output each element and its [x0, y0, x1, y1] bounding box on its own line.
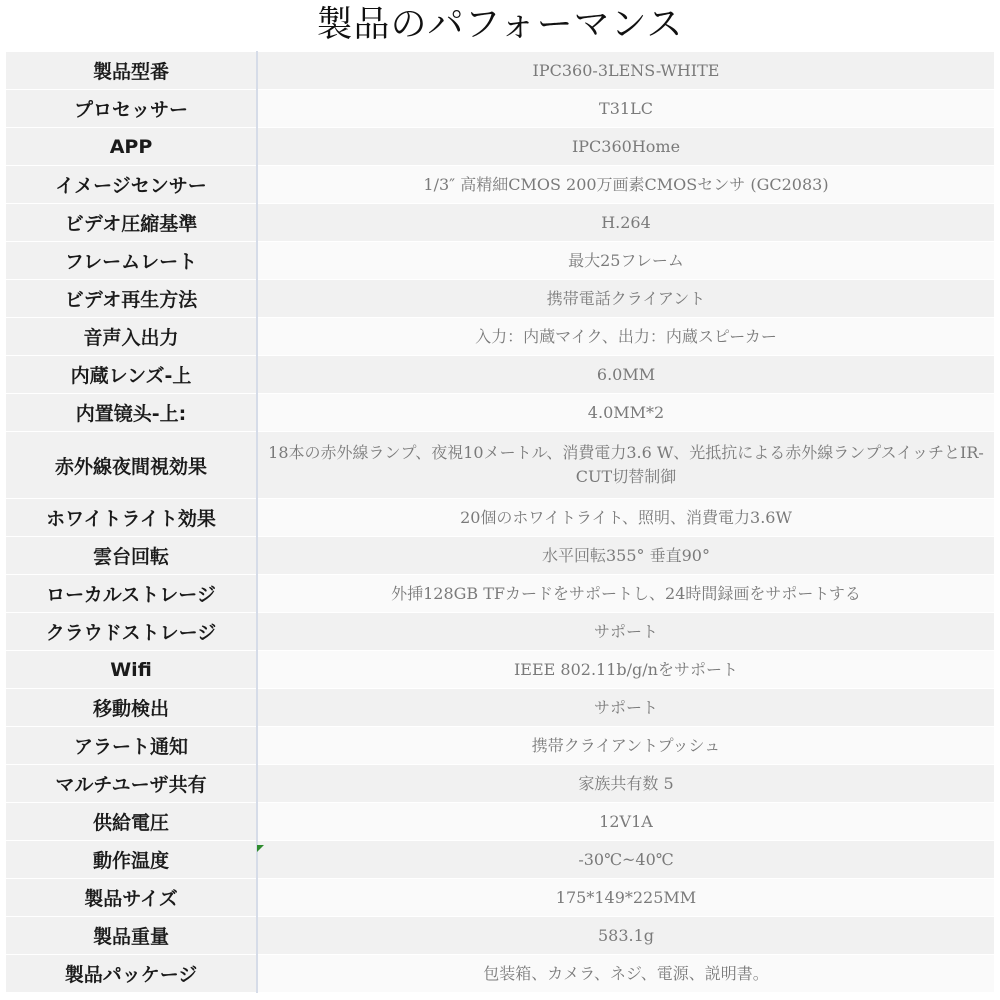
row-label: ローカルストレージ: [6, 575, 257, 613]
row-value: サポート: [257, 613, 994, 651]
row-label: 雲台回転: [6, 537, 257, 575]
table-row: [6, 90, 994, 128]
row-value: 家族共有数 5: [257, 765, 994, 803]
row-value: 175*149*225MM: [257, 879, 994, 917]
row-value: サポート: [257, 689, 994, 727]
row-value: -30℃~40℃: [257, 841, 994, 879]
table-row: [6, 765, 994, 803]
row-label: 音声入出力: [6, 318, 257, 356]
row-value: 20個のホワイトライト、照明、消費電力3.6W: [257, 499, 994, 537]
table-row: [6, 356, 994, 394]
row-value: 水平回転355° 垂直90°: [257, 537, 994, 575]
table-row: [6, 955, 994, 993]
row-value: H.264: [257, 204, 994, 242]
row-label: アラート通知: [6, 727, 257, 765]
row-label: 内置镜头-上:: [6, 394, 257, 432]
table-row: [6, 242, 994, 280]
row-label: 供給電圧: [6, 803, 257, 841]
row-value: 包装箱、カメラ、ネジ、電源、説明書。: [257, 955, 994, 993]
table-row: [6, 280, 994, 318]
row-value: 6.0MM: [257, 356, 994, 394]
row-label: ビデオ圧縮基準: [6, 204, 257, 242]
table-row: [6, 727, 994, 765]
row-value: 携帯電話クライアント: [257, 280, 994, 318]
row-label: 製品パッケージ: [6, 955, 257, 993]
page-title: 製品のパフォーマンス: [316, 4, 684, 45]
row-value: 18本の赤外線ランプ、夜視10メートル、消費電力3.6 W、光抵抗による赤外線ランプスイッチとIR-CUT切替制御: [257, 432, 994, 499]
row-value: IEEE 802.11b/g/nをサポート: [257, 651, 994, 689]
spec-table: [6, 51, 994, 993]
table-row: [6, 52, 994, 90]
row-value: 外挿128GB TFカードをサポートし、24時間録画をサポートする: [257, 575, 994, 613]
row-label: クラウドストレージ: [6, 613, 257, 651]
row-value: 583.1g: [257, 917, 994, 955]
row-label: フレームレート: [6, 242, 257, 280]
table-row: [6, 689, 994, 727]
row-label: ビデオ再生方法: [6, 280, 257, 318]
table-row: [6, 879, 994, 917]
row-label: プロセッサー: [6, 90, 257, 128]
row-value: 最大25フレーム: [257, 242, 994, 280]
row-value: IPC360Home: [257, 128, 994, 166]
row-label: APP: [6, 128, 257, 166]
table-row: [6, 318, 994, 356]
table-row: [6, 613, 994, 651]
row-value: 4.0MM*2: [257, 394, 994, 432]
row-value: 入力：内蔵マイク、出力：内蔵スピーカー: [257, 318, 994, 356]
row-label: 製品サイズ: [6, 879, 257, 917]
row-label: 移動検出: [6, 689, 257, 727]
table-row: [6, 394, 994, 432]
table-row: [6, 432, 994, 499]
cell-comment-marker: [257, 845, 264, 852]
row-label: マルチユーザ共有: [6, 765, 257, 803]
table-row: [6, 204, 994, 242]
row-label: 製品重量: [6, 917, 257, 955]
row-label: ホワイトライト効果: [6, 499, 257, 537]
table-row: [6, 575, 994, 613]
table-row: [6, 803, 994, 841]
row-value: IPC360-3LENS-WHITE: [257, 52, 994, 90]
table-row: [6, 841, 994, 879]
table-row: [6, 166, 994, 204]
table-row: [6, 651, 994, 689]
row-label: 内蔵レンズ-上: [6, 356, 257, 394]
row-label: 動作温度: [6, 841, 257, 879]
table-row: [6, 499, 994, 537]
row-label: 製品型番: [6, 52, 257, 90]
row-label: イメージセンサー: [6, 166, 257, 204]
row-value: T31LC: [257, 90, 994, 128]
row-value: 1/3″ 高精細CMOS 200万画素CMOSセンサ (GC2083): [257, 166, 994, 204]
table-row: [6, 917, 994, 955]
table-row: [6, 537, 994, 575]
table-row: [6, 128, 994, 166]
row-value: 携帯クライアントプッシュ: [257, 727, 994, 765]
row-label: Wifi: [6, 651, 257, 689]
row-label: 赤外線夜間視効果: [6, 432, 257, 499]
row-value: 12V1A: [257, 803, 994, 841]
